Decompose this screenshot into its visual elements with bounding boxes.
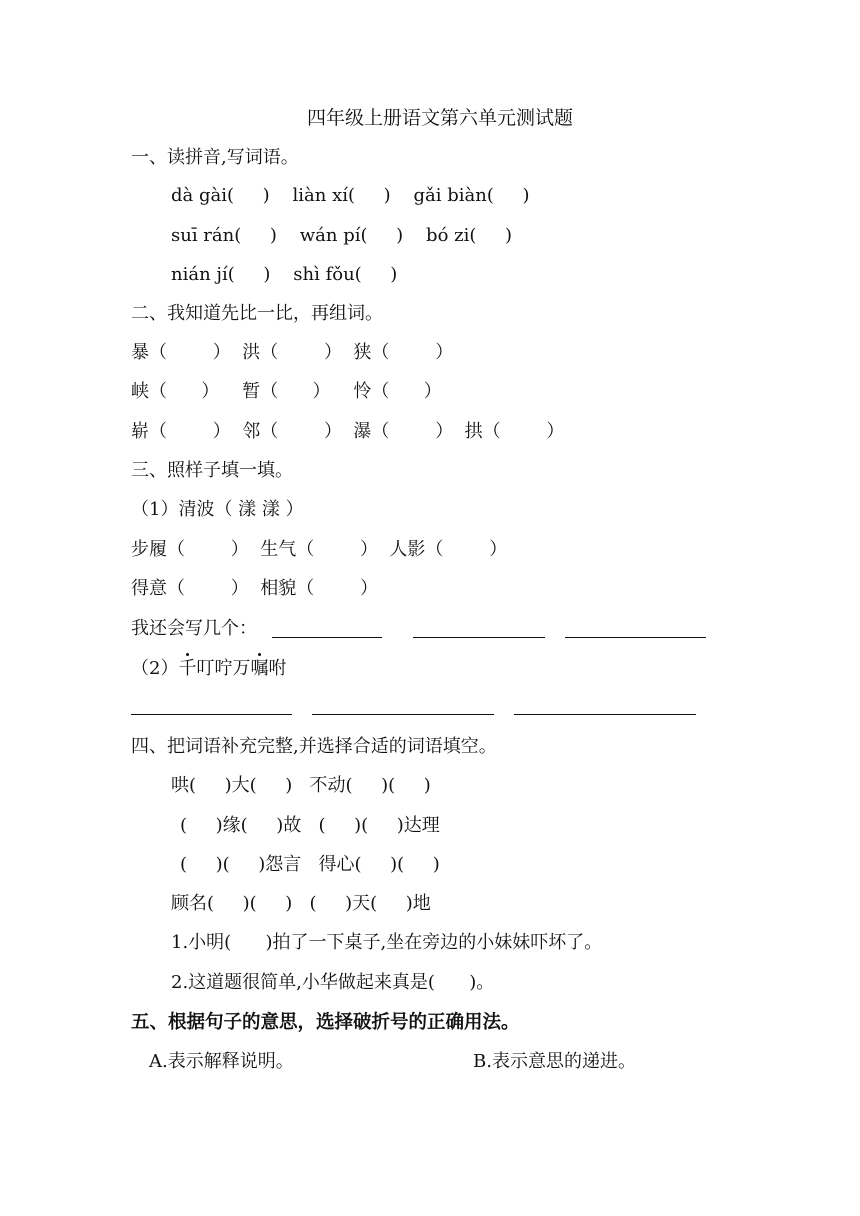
idiom-row-2: ( )缘( )故 ( )( )达理	[180, 815, 440, 836]
option-a: A.表示解释说明。	[149, 1051, 294, 1072]
example-1: （1）清波（ 漾 漾 ）	[131, 499, 304, 520]
idiom-row-1: 哄( )大( ) 不动( )( )	[171, 775, 431, 796]
answer-line	[565, 637, 706, 638]
section-3-heading: 三、照样子填一填。	[131, 460, 293, 481]
answer-line	[272, 637, 382, 638]
section-5-heading: 五、根据句子的意思，选择破折号的正确用法。	[131, 1012, 520, 1033]
answer-line	[514, 714, 696, 715]
page-title: 四年级上册语文第六单元测试题	[307, 107, 574, 129]
compare-row-3: 崭（ ） 邻（ ） 瀑（ ） 拱（ ）	[131, 421, 565, 442]
answer-line	[413, 637, 545, 638]
question-1: 1.小明( )拍了一下桌子,坐在旁边的小妹妹吓坏了。	[171, 932, 603, 953]
example-2-number: （2）	[131, 658, 179, 679]
fill-row-1: 步履（ ） 生气（ ） 人影（ ）	[131, 539, 508, 560]
section-1-heading: 一、读拼音,写词语。	[131, 147, 299, 168]
section-4-heading: 四、把词语补充完整,并选择合适的词语填空。	[131, 736, 497, 757]
example-2-text: 叮咛万	[196, 658, 251, 679]
option-b: B.表示意思的递进。	[473, 1051, 636, 1072]
example-2	[131, 657, 286, 681]
compare-row-2: 峡（ ） 暂（ ） 怜（ ）	[131, 381, 442, 402]
more-words-label: 我还会写几个：	[131, 618, 257, 639]
question-2: 2.这道题很简单,小华做起来真是( )。	[171, 972, 495, 993]
dotted-char: 嘱	[250, 658, 269, 679]
example-2-text-end: 咐	[268, 658, 287, 679]
compare-row-1: 暴（ ） 洪（ ） 狭（ ）	[131, 342, 454, 363]
dotted-char: 千	[178, 658, 197, 679]
answer-line	[131, 714, 292, 715]
pinyin-row-2: suī rán( ) wán pí( ) bó zi( )	[171, 225, 513, 246]
fill-row-2: 得意（ ） 相貌（ ）	[131, 578, 378, 599]
section-2-heading: 二、我知道先比一比，再组词。	[131, 303, 383, 324]
idiom-row-3: ( )( )怨言 得心( )( )	[180, 854, 440, 875]
answer-line	[312, 714, 494, 715]
pinyin-row-1: dà gài( ) liàn xí( ) gǎi biàn( )	[171, 185, 530, 206]
pinyin-row-3: nián jí( ) shì fǒu( )	[171, 264, 398, 285]
idiom-row-4: 顾名( )( ) ( )天( )地	[171, 893, 431, 914]
